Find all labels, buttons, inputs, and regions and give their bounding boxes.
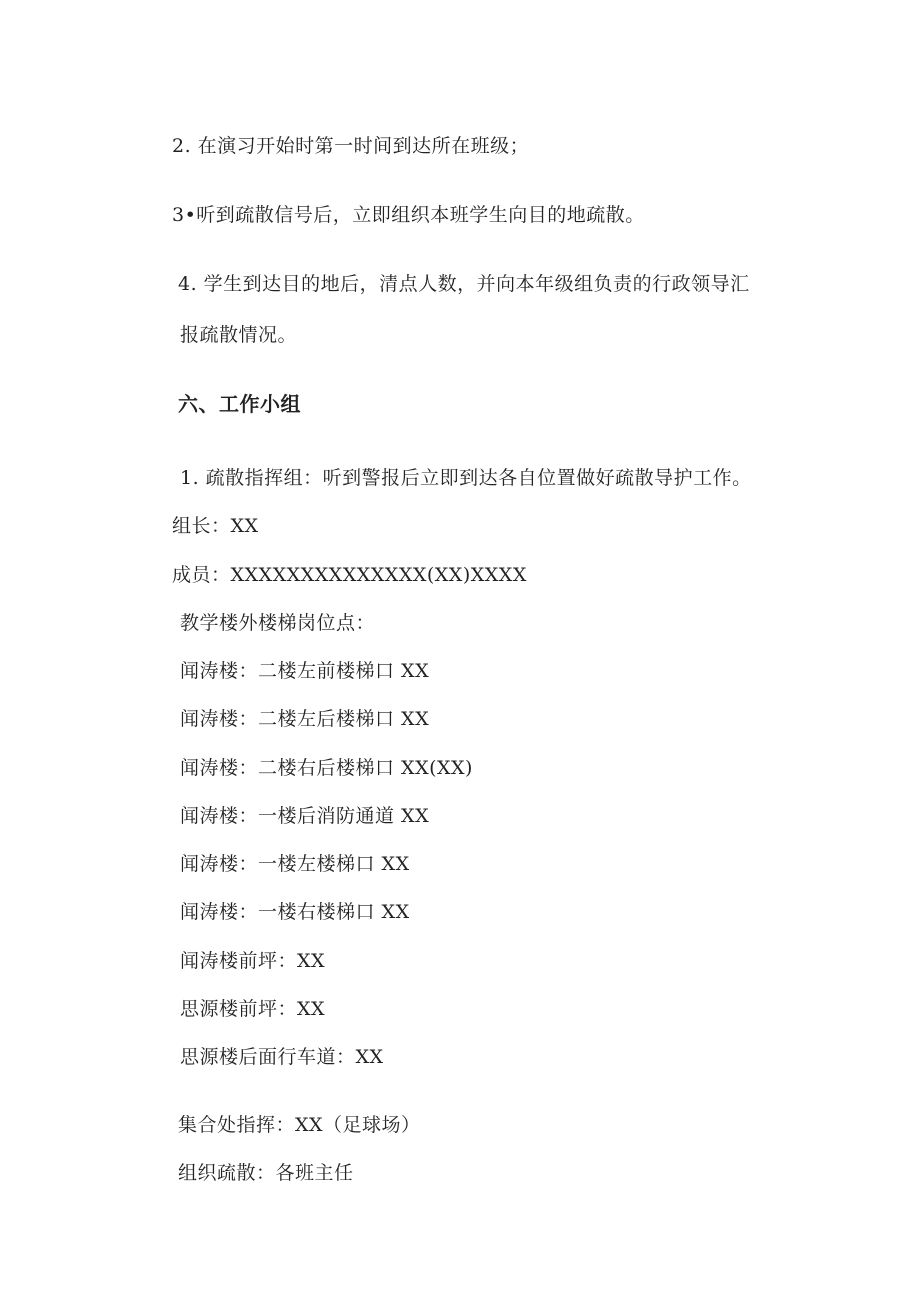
post-item: 闻涛楼：一楼右楼梯口 XX xyxy=(180,901,410,923)
post-item: 闻涛楼：二楼左前楼梯口 XX xyxy=(180,660,430,682)
post-item: 闻涛楼前坪：XX xyxy=(180,950,326,972)
posts-title: 教学楼外楼梯岗位点： xyxy=(180,612,376,634)
post-item: 闻涛楼：一楼左楼梯口 XX xyxy=(180,853,410,875)
item-3: 3•听到疏散信号后，立即组织本班学生向目的地疏散。 xyxy=(172,204,645,226)
post-item: 思源楼前坪：XX xyxy=(180,998,326,1020)
post-item: 闻涛楼：二楼右后楼梯口 XX(XX) xyxy=(180,757,473,779)
assembly-commander: 集合处指挥：XX（足球场） xyxy=(178,1114,421,1136)
item-4-line-2: 报疏散情况。 xyxy=(180,324,298,346)
group1-title: 1. 疏散指挥组：听到警报后立即到达各自位置做好疏散导护工作。 xyxy=(180,467,752,489)
organize-evacuation: 组织疏散：各班主任 xyxy=(178,1162,354,1184)
group1-members: 成员：XXXXXXXXXXXXXX(XX)XXXX xyxy=(172,564,527,586)
post-item: 闻涛楼：一楼后消防通道 XX xyxy=(180,805,430,827)
post-item: 思源楼后面行车道：XX xyxy=(180,1046,384,1068)
group1-leader: 组长：XX xyxy=(172,515,259,537)
section-heading: 六、工作小组 xyxy=(178,392,301,416)
item-4-line-1: 4. 学生到达目的地后，清点人数，并向本年级组负责的行政领导汇 xyxy=(178,273,750,295)
item-2: 2. 在演习开始时第一时间到达所在班级； xyxy=(172,135,530,157)
post-item: 闻涛楼：二楼左后楼梯口 XX xyxy=(180,708,430,730)
